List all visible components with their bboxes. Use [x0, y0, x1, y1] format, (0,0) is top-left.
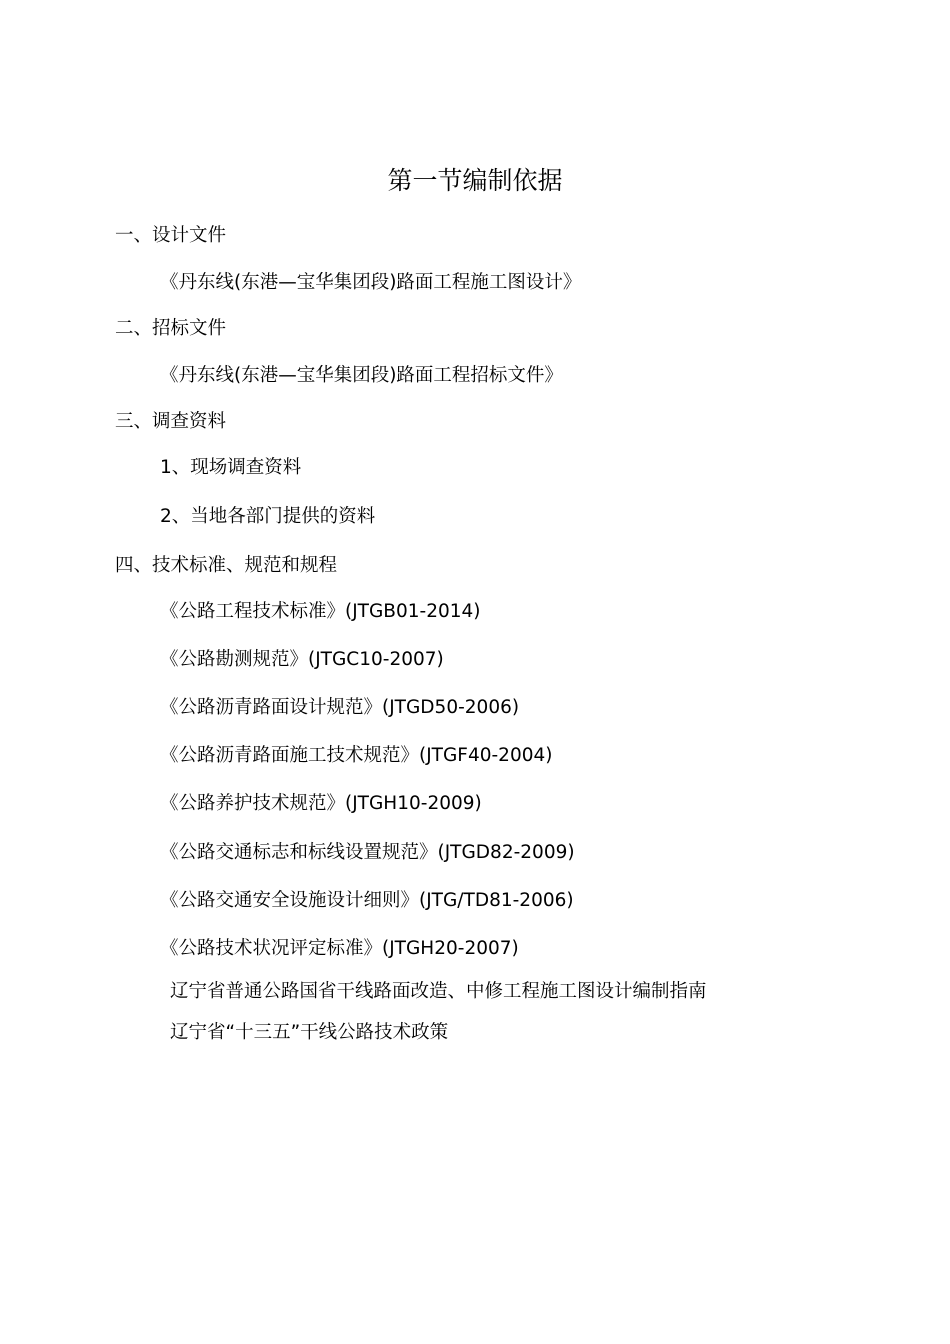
- standard-item: 《公路沥青路面施工技术规范》(JTGF40-2004): [160, 745, 553, 766]
- standard-item: 《公路勘测规范》(JTGC10-2007): [160, 649, 444, 670]
- section-heading-design-files: 一、设计文件: [115, 225, 227, 246]
- guideline-item: 辽宁省“十三五”干线公路技术政策: [170, 1022, 449, 1043]
- standard-item: 《公路工程技术标准》(JTGB01-2014): [160, 601, 481, 622]
- design-drawing-item: 《丹东线(东港—宝华集团段)路面工程施工图设计》: [160, 272, 582, 293]
- standard-item: 《公路养护技术规范》(JTGH10-2009): [160, 793, 482, 814]
- section-heading-survey-data: 三、调查资料: [115, 411, 227, 432]
- standard-item: 《公路交通安全设施设计细则》(JTG/TD81-2006): [160, 890, 574, 911]
- guideline-item: 辽宁省普通公路国省干线路面改造、中修工程施工图设计编制指南: [170, 981, 707, 1002]
- survey-item: 1、现场调查资料: [160, 457, 302, 478]
- tender-document-item: 《丹东线(东港—宝华集团段)路面工程招标文件》: [160, 365, 563, 386]
- section-heading-tender-files: 二、招标文件: [115, 318, 227, 339]
- survey-item: 2、当地各部门提供的资料: [160, 506, 376, 527]
- standard-item: 《公路技术状况评定标准》(JTGH20-2007): [160, 938, 519, 959]
- section-heading-standards: 四、技术标准、规范和规程: [115, 555, 338, 576]
- standard-item: 《公路沥青路面设计规范》(JTGD50-2006): [160, 697, 520, 718]
- standard-item: 《公路交通标志和标线设置规范》(JTGD82-2009): [160, 842, 575, 863]
- page-title: 第一节编制依据: [387, 166, 563, 195]
